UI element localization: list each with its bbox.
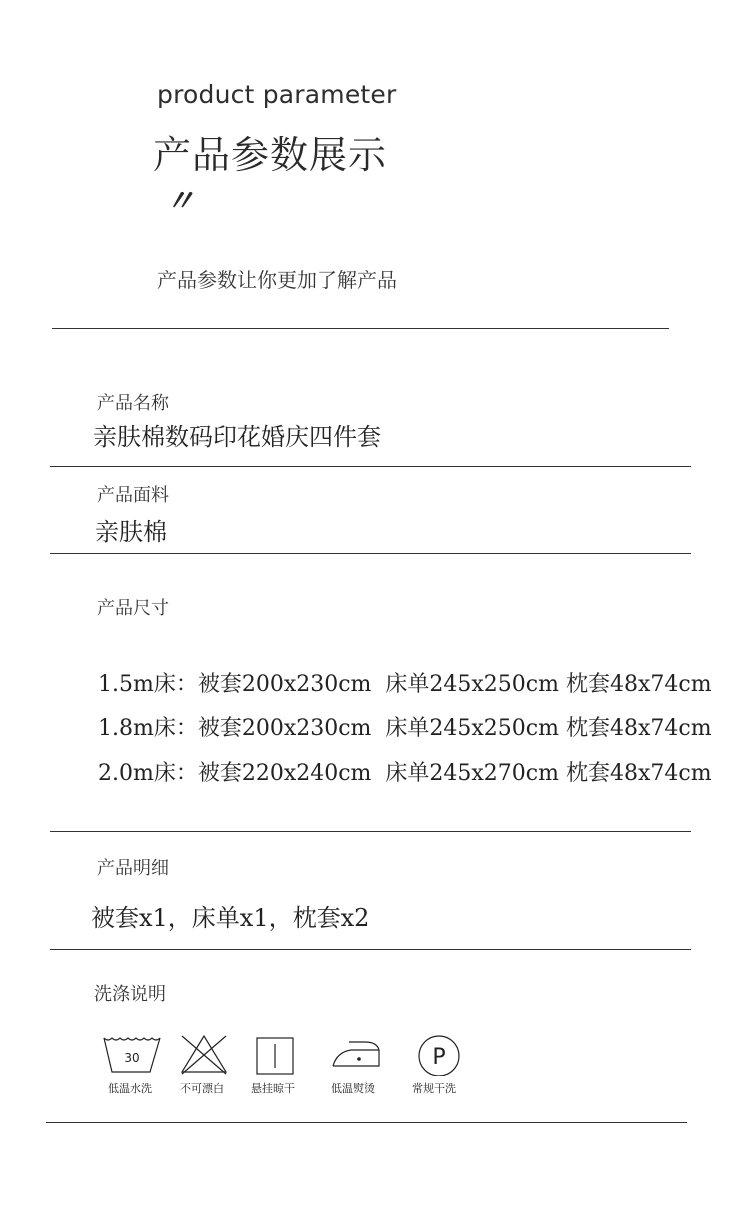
quote-mark: 〃 bbox=[165, 184, 195, 219]
hang-dry-icon bbox=[241, 1032, 305, 1076]
care-label-hang: 悬挂晾干 bbox=[251, 1082, 295, 1095]
care-item-wash bbox=[95, 1032, 165, 1096]
size-row: 1.5m床：被套200x230cm 床单245x250cm 枕套48x74cm bbox=[98, 672, 712, 697]
care-item-iron bbox=[318, 1032, 388, 1096]
care-item-bleach bbox=[167, 1032, 237, 1096]
no-bleach-icon bbox=[170, 1032, 234, 1076]
low-iron-icon bbox=[321, 1032, 385, 1076]
wash-30-icon bbox=[98, 1032, 162, 1076]
name-divider bbox=[50, 466, 691, 467]
detail-label: 产品明细 bbox=[97, 858, 169, 879]
name-value: 亲肤棉数码印花婚庆四件套 bbox=[93, 423, 381, 451]
care-divider bbox=[46, 1122, 687, 1123]
detail-value: 被套x1，床单x1，枕套x2 bbox=[91, 904, 370, 932]
dry-clean-p-icon bbox=[402, 1032, 466, 1076]
size-row: 2.0m床：被套220x240cm 床单245x270cm 枕套48x74cm bbox=[98, 761, 712, 786]
care-item-hang bbox=[238, 1032, 308, 1096]
page-subtitle: 产品参数让你更加了解产品 bbox=[157, 268, 397, 292]
size-row: 1.8m床：被套200x230cm 床单245x250cm 枕套48x74cm bbox=[98, 716, 712, 741]
header-divider bbox=[52, 328, 669, 329]
english-title: product parameter bbox=[157, 80, 397, 109]
size-label: 产品尺寸 bbox=[97, 598, 169, 619]
dry-clean-letter: P bbox=[432, 1045, 446, 1070]
fabric-value: 亲肤棉 bbox=[95, 518, 167, 546]
name-label: 产品名称 bbox=[97, 393, 169, 414]
care-label-dryclean: 常规干洗 bbox=[412, 1082, 456, 1095]
care-item-dryclean bbox=[399, 1032, 469, 1096]
size-divider bbox=[50, 831, 691, 832]
care-label-bleach: 不可漂白 bbox=[180, 1082, 224, 1095]
care-label-iron: 低温熨烫 bbox=[331, 1082, 375, 1095]
fabric-label: 产品面料 bbox=[97, 485, 169, 506]
chinese-title: 产品参数展示 bbox=[153, 133, 388, 177]
care-label: 洗涤说明 bbox=[94, 984, 166, 1005]
wash-temp: 30 bbox=[124, 1051, 140, 1065]
fabric-divider bbox=[50, 553, 691, 554]
detail-divider bbox=[50, 949, 691, 950]
care-label-wash: 低温水洗 bbox=[108, 1082, 152, 1095]
